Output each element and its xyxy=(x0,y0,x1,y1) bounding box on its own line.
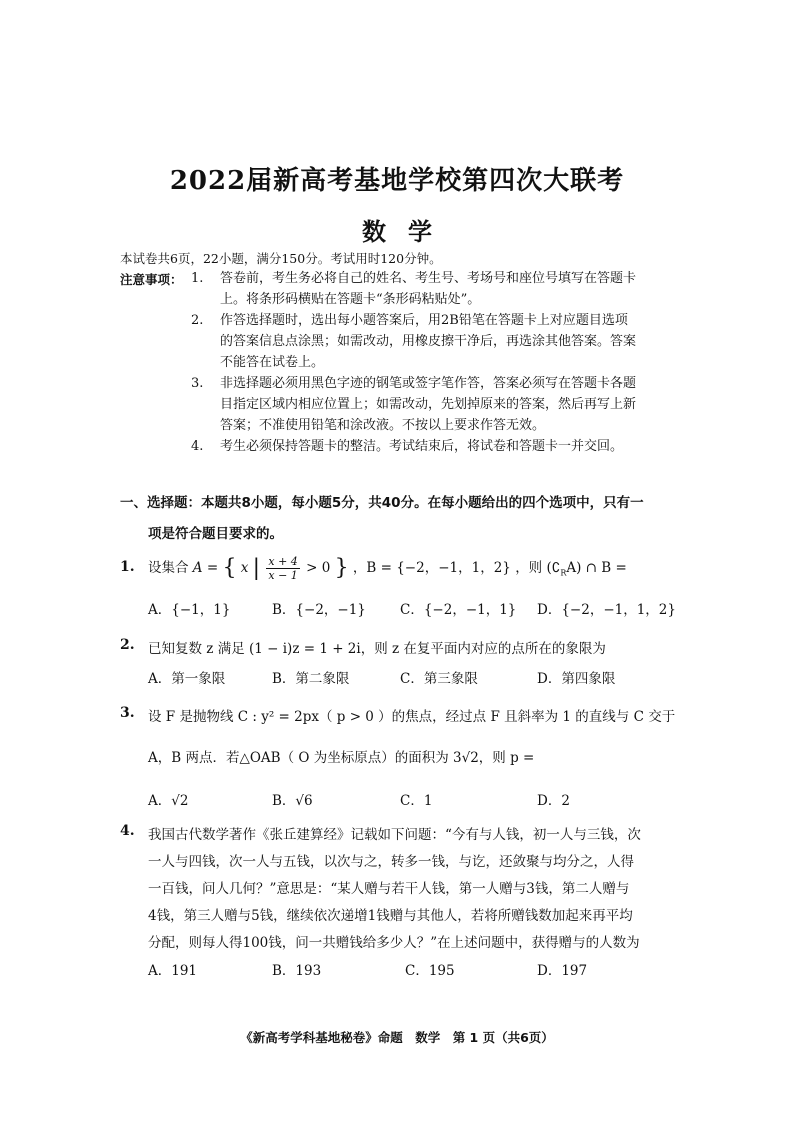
question-1-stem xyxy=(148,550,627,592)
q1-expr: (∁ xyxy=(546,560,561,576)
notice-item-2-line-3: 不能答在试卷上。 xyxy=(220,355,325,370)
q3-option-c: C．1 xyxy=(400,793,433,809)
q1-option-c: C．{−2，−1，1} xyxy=(400,602,517,618)
q1-option-a: A．{−1，1} xyxy=(148,602,231,618)
q2-option-d: D．第四象限 xyxy=(537,671,616,687)
q1-option-d: D．{−2，−1，1，2} xyxy=(537,602,676,618)
question-3-number: 3. xyxy=(120,705,135,721)
question-1-number: 1. xyxy=(120,559,135,575)
q1-frac-den: x − 1 xyxy=(268,569,298,582)
notice-item-1-num: 1. xyxy=(191,271,204,286)
q1-brace-open: { xyxy=(222,555,237,581)
notice-item-1-line-1: 答卷前，考生务必将自己的姓名、考生号、考场号和座位号填写在答题卡 xyxy=(220,271,637,286)
q3-option-a: A．√2 xyxy=(148,793,189,809)
exam-title: 2022届新高考基地学校第四次大联考 xyxy=(169,166,625,196)
q1-fraction xyxy=(266,555,299,582)
notice-item-2-line-2: 的答案信息点涂黑；如需改动，用橡皮擦干净后，再选涂其他答案。答案 xyxy=(220,334,637,349)
question-3-line-1: 设 F 是抛物线 C : y² = 2px（ p > 0 ）的焦点，经过点 F 且斜率为 1 的直线与 C 交于 xyxy=(148,709,676,725)
section-1-heading: 一、选择题：本题共8小题，每小题5分，共40分。在每小题给出的四个选项中，只有一 xyxy=(120,495,644,511)
q4-option-d: D．197 xyxy=(537,963,588,979)
q2-option-b: B．第二象限 xyxy=(272,671,350,687)
exam-intro: 本试卷共6页，22小题，满分150分。考试用时120分钟。 xyxy=(120,251,442,266)
q1-brace-close: } xyxy=(334,555,349,581)
question-4-line-4: 4钱，第三人赠与5钱，继续依次递增1钱赠与其他人，若将所赠钱数加起来再平均 xyxy=(148,908,633,924)
q3-option-b: B．√6 xyxy=(272,793,313,809)
subject-title: 数学 xyxy=(362,217,454,246)
q2-option-a: A．第一象限 xyxy=(148,671,226,687)
q1-expr-sub: R xyxy=(560,568,567,578)
q1-bar: | xyxy=(252,555,261,581)
q1-set-b: ，B = {−2，−1，1，2} xyxy=(352,560,511,576)
notice-item-3-line-1: 非选择题必须用黑色字迹的钢笔或签字笔作答，答案必须写在答题卡各题 xyxy=(220,376,637,391)
q1-ineq: > 0 xyxy=(306,560,331,576)
notice-item-2-line-1: 作答选择题时，选出每小题答案后，用2B铅笔在答题卡上对应题目选项 xyxy=(220,313,628,328)
question-3-line-2: A，B 两点．若△OAB（ O 为坐标原点）的面积为 3√2，则 p = xyxy=(148,750,535,766)
q4-option-a: A．191 xyxy=(148,963,198,979)
question-2-number: 2. xyxy=(120,637,135,653)
q3-option-d: D．2 xyxy=(537,793,570,809)
notice-item-2-num: 2. xyxy=(191,313,204,328)
page-footer: 《新高考学科基地秘卷》命题 数学 第 1 页（共6页） xyxy=(240,1030,554,1045)
notice-item-3-line-2: 目指定区域内相应位置上；如需改动，先划掉原来的答案，然后再写上新 xyxy=(220,397,637,412)
q1-var: x xyxy=(240,560,249,576)
q4-option-b: B．193 xyxy=(272,963,322,979)
notice-item-4-line-1: 考生必须保持答题卡的整洁。考试结束后，将试卷和答题卡一并交回。 xyxy=(220,439,624,454)
q2-option-c: C．第三象限 xyxy=(400,671,478,687)
notice-item-4-num: 4. xyxy=(191,439,204,454)
notice-label: 注意事项： xyxy=(120,272,183,287)
question-4-number: 4. xyxy=(120,823,135,839)
q1-eq: = xyxy=(206,560,219,576)
section-1-heading-cont: 项是符合题目要求的。 xyxy=(148,526,283,542)
notice-item-1-line-2: 上。将条形码横贴在答题卡“条形码粘贴处”。 xyxy=(220,292,481,307)
question-4-line-3: 一百钱，问人几何？”意思是：“某人赠与若干人钱，第一人赠与3钱，第二人赠与 xyxy=(148,881,630,897)
notice-item-3-num: 3. xyxy=(191,376,204,391)
notice-item-3-line-3: 答案；不准使用铅笔和涂改液。不按以上要求作答无效。 xyxy=(220,418,546,433)
question-2-stem: 已知复数 z 满足 (1 − i)z = 1 + 2i，则 z 在复平面内对应的点所在的象限为 xyxy=(148,641,606,657)
q1-pre: 设集合 xyxy=(148,560,189,576)
q1-option-b: B．{−2，−1} xyxy=(272,602,366,618)
q1-then: ，则 xyxy=(515,560,543,576)
q1-frac-num: x + 4 xyxy=(268,555,298,568)
question-4-line-2: 一人与四钱，次一人与五钱，以次与之，转多一钱，与讫，还敛聚与均分之，人得 xyxy=(148,854,634,870)
q4-option-c: C．195 xyxy=(405,963,455,979)
question-4-line-5: 分配，则每人得100钱，问一共赠钱给多少人？”在上述问题中，获得赠与的人数为 xyxy=(148,935,640,951)
q1-set-a: A xyxy=(192,560,203,576)
question-4-line-1: 我国古代数学著作《张丘建算经》记载如下问题：“今有与人钱，初一人与三钱，次 xyxy=(148,827,641,843)
q1-expr-rest: A) ∩ B = xyxy=(566,560,627,576)
